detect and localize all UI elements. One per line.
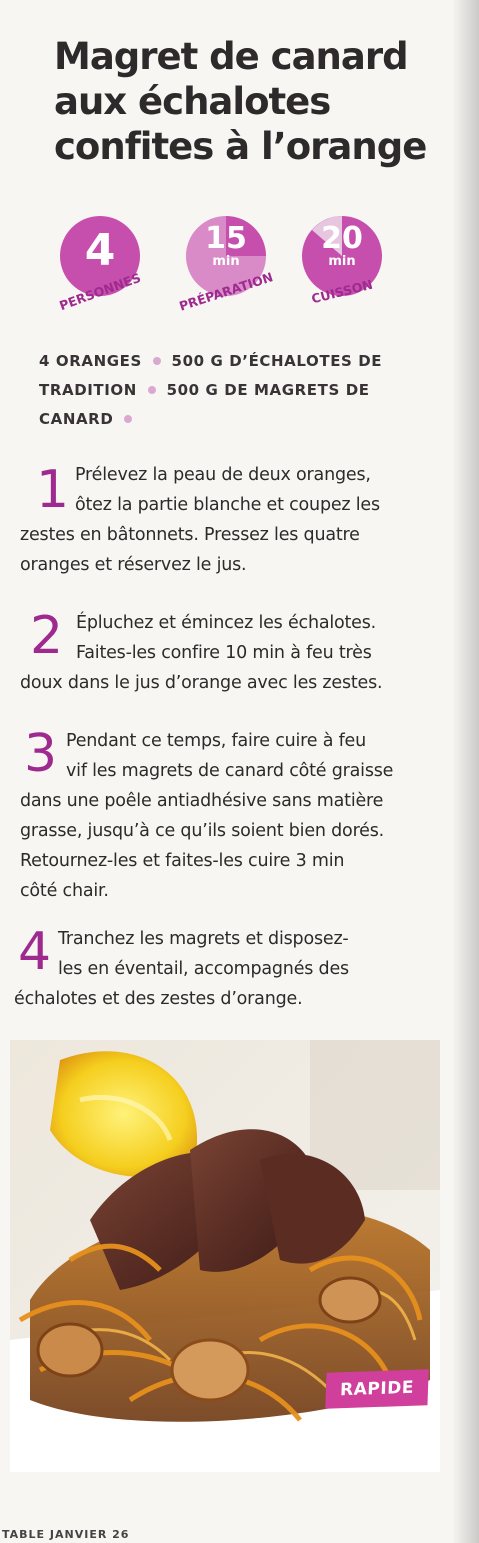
- step-number: 3: [24, 724, 58, 784]
- step-number: 1: [36, 460, 70, 520]
- cook-time-number: 20: [321, 221, 363, 256]
- step-text: [20, 608, 430, 698]
- ingredient-line: [39, 376, 419, 405]
- bullet-dot-icon: [148, 386, 156, 394]
- step-line: oranges et réservez le jus.: [20, 555, 247, 575]
- step-number: 2: [30, 606, 64, 666]
- servings-caption: PERSONNES: [57, 269, 143, 314]
- ingredient-item: TRADITION: [39, 381, 137, 399]
- title-line-3: confites à l’orange: [54, 125, 427, 168]
- step-line: Tranchez les magrets et disposez-: [58, 929, 349, 949]
- cook-time-caption: CUISSON: [309, 276, 375, 307]
- ingredient-line: [39, 405, 419, 434]
- page-footer: TABLE JANVIER 26: [2, 1528, 130, 1541]
- ingredient-item: 500 G DE MAGRETS DE: [166, 381, 370, 399]
- prep-time-number: 15: [205, 221, 247, 256]
- step-line: dans une poêle antiadhésive sans matière: [20, 791, 384, 811]
- step-line: grasse, jusqu’à ce qu’ils soient bien dorés.: [20, 821, 385, 841]
- step-line: Retournez-les et faites-les cuire 3 min: [20, 851, 345, 871]
- ingredient-item: CANARD: [39, 410, 114, 428]
- prep-time-badge: [178, 212, 274, 322]
- dish-photo: [10, 1040, 440, 1472]
- ingredient-item: 4 ORANGES: [39, 352, 142, 370]
- recipe-step-4: [14, 924, 424, 1014]
- title-line-2: aux échalotes: [54, 80, 331, 123]
- step-text: [14, 924, 424, 1014]
- bullet-dot-icon: [124, 415, 132, 423]
- quick-tag: RAPIDE: [325, 1369, 428, 1409]
- step-line: doux dans le jus d’orange avec les zestes.: [20, 673, 383, 693]
- recipe-title: [54, 34, 464, 169]
- recipe-step-2: [20, 608, 430, 698]
- servings-number: 4: [84, 225, 116, 276]
- step-line: échalotes et des zestes d’orange.: [14, 989, 303, 1009]
- step-line: Épluchez et émincez les échalotes.: [76, 613, 377, 633]
- cook-time-badge: [294, 212, 390, 322]
- step-number: 4: [18, 922, 52, 982]
- photo-credit-strip: [0, 1070, 10, 1140]
- step-text: [20, 726, 430, 906]
- title-line-1: Magret de canard: [54, 35, 408, 78]
- step-line: côté chair.: [20, 881, 109, 901]
- prep-time-caption: PRÉPARATION: [177, 269, 275, 314]
- step-line: vif les magrets de canard côté graisse: [66, 761, 394, 781]
- step-text: [20, 460, 430, 580]
- recipe-step-3: [20, 726, 430, 906]
- step-line: Pendant ce temps, faire cuire à feu: [66, 731, 367, 751]
- step-line: les en éventail, accompagnés des: [58, 959, 349, 979]
- prep-time-unit: min: [212, 254, 240, 269]
- ingredient-line: [39, 347, 419, 376]
- bullet-dot-icon: [153, 357, 161, 365]
- servings-badge: [52, 212, 148, 322]
- cook-time-unit: min: [328, 254, 356, 269]
- step-line: Faites-les confire 10 min à feu très: [76, 643, 372, 663]
- step-line: zestes en bâtonnets. Pressez les quatre: [20, 525, 360, 545]
- step-line: Prélevez la peau de deux oranges,: [75, 465, 371, 485]
- ingredient-list: [39, 347, 419, 434]
- step-line: ôtez la partie blanche et coupez les: [75, 495, 380, 515]
- ingredient-item: 500 G D’ÉCHALOTES DE: [171, 352, 383, 370]
- recipe-step-1: [20, 460, 430, 580]
